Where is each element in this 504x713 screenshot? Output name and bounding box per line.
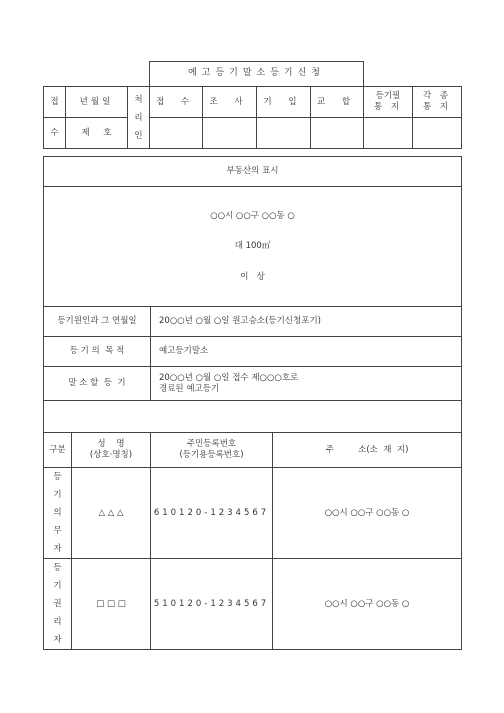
rights-address: ○○시 ○○구 ○○동 ○	[273, 559, 462, 650]
cell-entry	[257, 118, 311, 149]
obligor-name: △ △ △	[72, 468, 151, 559]
notify-various: 각 종 통 지	[413, 87, 462, 118]
rights-id: 510120-1234567	[151, 559, 273, 650]
cancel-label: 말 소 할 등 기	[44, 367, 151, 401]
cause-value: 20○○년 ○월 ○일 원고승소(등기신청포기)	[151, 307, 462, 337]
obligor-address: ○○시 ○○구 ○○동 ○	[273, 468, 462, 559]
header-blank	[44, 62, 150, 87]
obligor-id: 610120-1234567	[151, 468, 273, 559]
cell-receipt	[150, 118, 203, 149]
notify-registration: 등기필 통 지	[364, 87, 413, 118]
main-table	[43, 156, 462, 650]
col-address: 주 소(소 재 지)	[273, 433, 462, 468]
date-label: 년월일	[66, 87, 128, 118]
cause-label: 등기원인과 그 연월일	[44, 307, 151, 337]
cell-verify	[311, 118, 364, 149]
property-area: 대 100㎡	[234, 241, 271, 252]
rights-name: □ □ □	[72, 559, 151, 650]
property-end: 이 상	[240, 271, 265, 282]
col-investigate: 조 사	[203, 87, 257, 118]
col-type: 구분	[44, 433, 72, 468]
cell-investigate	[203, 118, 257, 149]
document-title: 예고등기말소등기신청	[150, 62, 364, 87]
property-address: ○○시 ○○구 ○○동 ○	[210, 210, 295, 221]
cell-notify-registration	[364, 118, 413, 149]
receipt-label-2: 수	[44, 118, 66, 149]
header-table	[43, 61, 462, 149]
number-label: 제 호	[66, 118, 128, 149]
header-blank-right	[364, 62, 462, 87]
property-heading: 부동산의 표시	[44, 157, 462, 187]
cell-notify-various	[413, 118, 462, 149]
col-receipt: 접 수	[150, 87, 203, 118]
blank-row	[44, 401, 462, 433]
property-description	[44, 187, 462, 307]
cancel-value: 20○○년 ○월 ○일 접수 제○○○호로 경료된 예고등기	[151, 367, 462, 401]
col-name: 성 명 (상호·명칭)	[72, 433, 151, 468]
purpose-label: 등 기 의 목 적	[44, 337, 151, 367]
col-entry: 기 입	[257, 87, 311, 118]
purpose-value: 예고등기말소	[151, 337, 462, 367]
receipt-label-1: 접	[44, 87, 66, 118]
col-verify: 교 합	[311, 87, 364, 118]
obligor-label: 등 기 의 무 자	[44, 468, 72, 559]
col-id: 주민등록번호 (등기용등록번호)	[151, 433, 273, 468]
rights-label: 등 기 권 리 자	[44, 559, 72, 650]
process-label: 처 리 인	[128, 87, 150, 149]
